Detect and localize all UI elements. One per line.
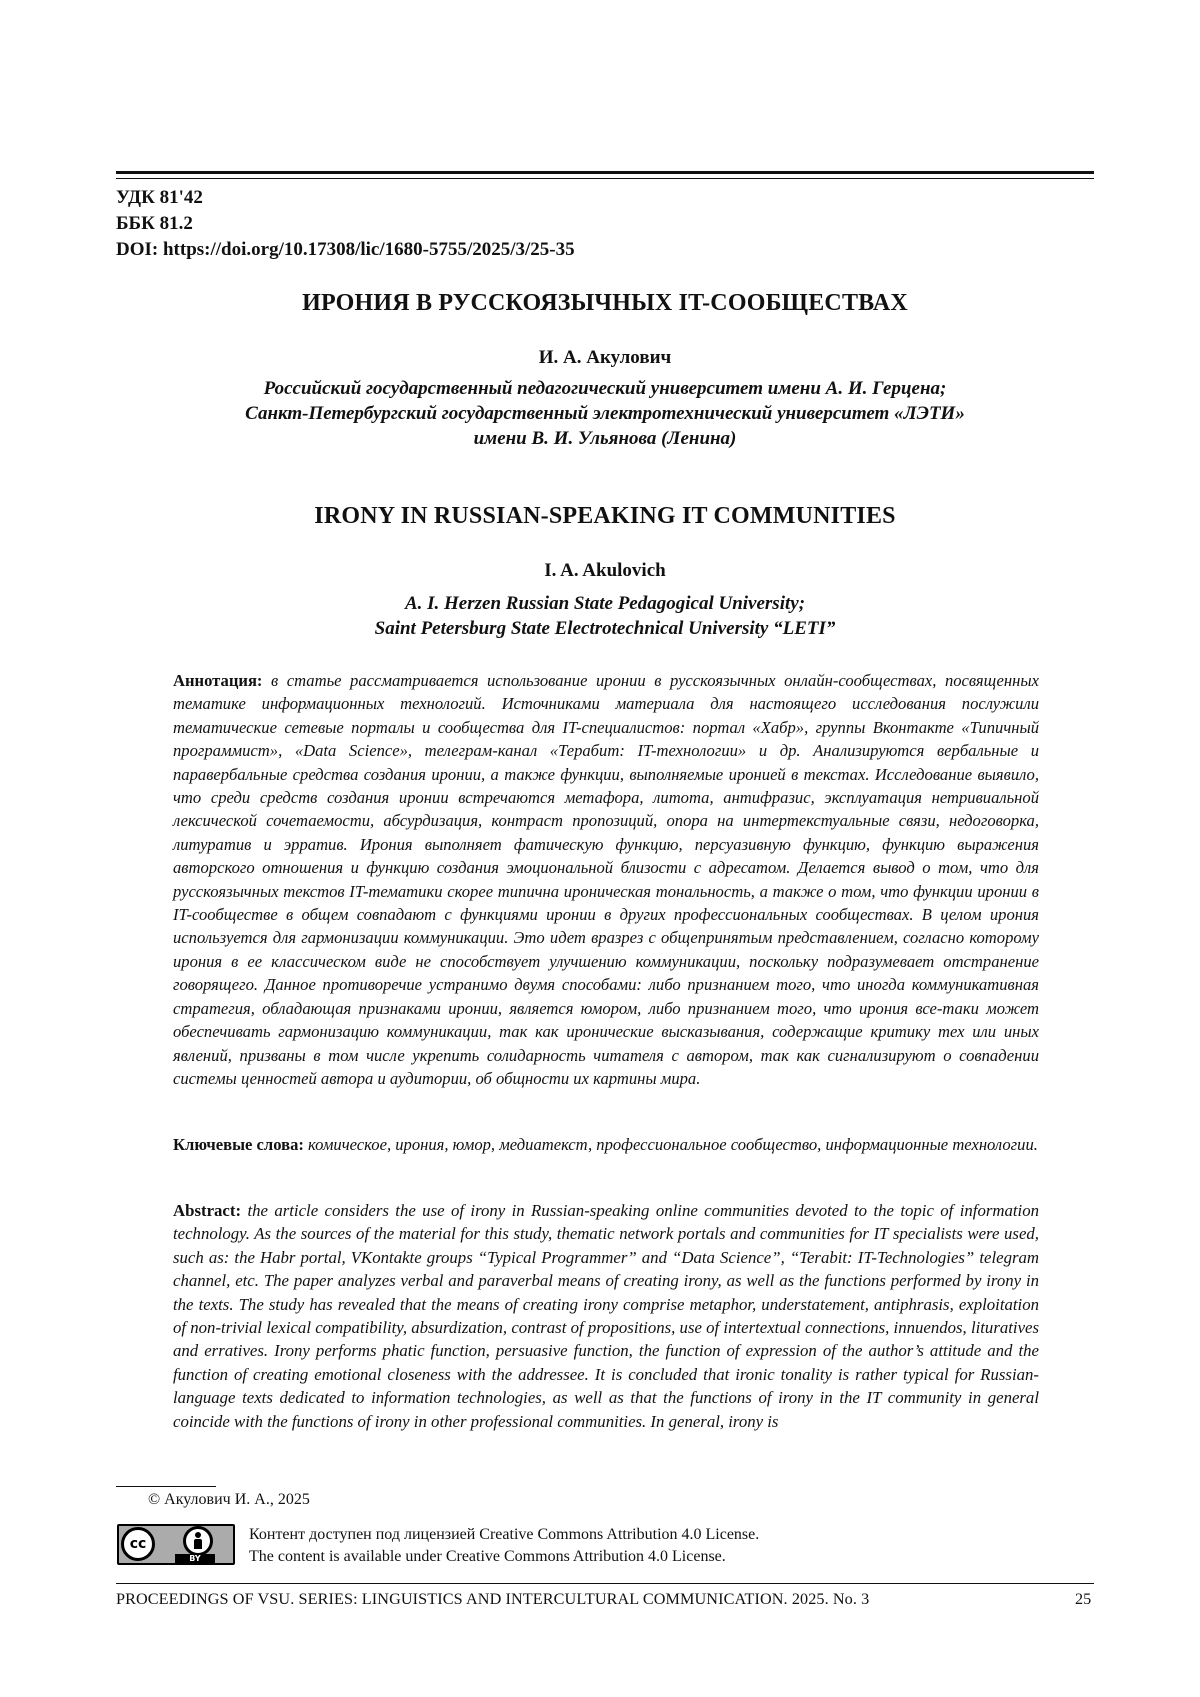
journal-running-footer: PROCEEDINGS OF VSU. SERIES: LINGUISTICS AND INTERCULTURAL COMMUNICATION. 2025. No. 3 <box>116 1590 870 1608</box>
footer-rule <box>116 1583 1094 1584</box>
affiliation-line: Saint Petersburg State Electrotechnical University “LETI” <box>374 618 836 639</box>
keywords-text: комическое, ирония, юмор, медиатекст, профессиональное сообщество, информационные технологии. <box>308 1135 1038 1154</box>
abstract-text-ru: в статье рассматривается использование иронии в русскоязычных онлайн-сообществах, посвященных тематике информационных технологий. Источниками материала для настоящего исследования послужили тематические сетевые порталы и сообщества для IT-специалистов: портал «Хабр», группы Вконтакте «Типичный программист», «Data Science», телеграм-канал «Терабит: IT-технологии» и др. Анализируются вербальные и паравербальные средства создания иронии, а также функции, выполняемые иронией в текстах. Исследование выявило, что среди средств создания иронии встречаются метафора, литота, антифразис, эксплуатация нетривиальной лексической сочетаемости, абсурдизация, контраст пропозиций, опора на интертекстуальные связи, недоговорка, литуратив и эрратив. Ирония выполняет фатическую функцию, персуазивную функцию, функцию выражения авторского отношения и функцию создания эмоциональной близости с адресатом. Делается вывод о том, что для русскоязычных текстов IT-тематики скорее типична ироническая тональность, а также о том, что функции иронии в IT-сообществе в общем совпадают с функциями иронии в других профессиональных сообществах. В целом ирония используется для гармонизации коммуникации. Это идет вразрез с общепринятым представлением, согласно которому ирония в ее классическом виде не способствует улучшению коммуникации, поскольку подразумевает отстранение говорящего. Данное противоречие устранимо двумя способами: либо признанием того, что иногда коммуникативная стратегия, обладающая признаками иронии, является юмором, либо признанием того, что ирония все-таки может обеспечивать гармонизацию коммуникации, так как иронические высказывания, содержащие критику тех или иных явлений, призваны в том числе укрепить солидарность читателя с автором, так как сигнализируют о совпадении системы ценностей автора и аудитории, об общности их картины мира. <box>173 671 1039 1088</box>
copyright-note: © Акулович И. А., 2025 <box>148 1491 310 1508</box>
abstract-label-ru: Аннотация: <box>173 671 263 690</box>
attribution-person-icon <box>183 1526 213 1556</box>
abstract-ru <box>173 669 1039 1090</box>
affiliation-en <box>116 591 1094 641</box>
classification-block <box>116 185 575 263</box>
doi-link[interactable]: DOI: https://doi.org/10.17308/lic/1680-5755/2025/3/25-35 <box>116 239 575 260</box>
person-body <box>194 1539 202 1549</box>
udk-code: УДК 81'42 <box>116 187 203 208</box>
license-ru: Контент доступен под лицензией Creative Commons Attribution 4.0 License. <box>249 1526 760 1543</box>
abstract-label-en: Abstract: <box>173 1201 242 1220</box>
author-en: I. A. Akulovich <box>544 560 666 581</box>
page-number: 25 <box>1075 1590 1092 1608</box>
cc-icon: cc <box>121 1527 155 1561</box>
license-en: The content is available under Creative Commons Attribution 4.0 License. <box>249 1548 726 1565</box>
by-label: BY <box>175 1554 215 1563</box>
footnote-rule <box>116 1486 216 1487</box>
title-en: IRONY IN RUSSIAN-SPEAKING IT COMMUNITIES <box>314 503 896 529</box>
abstract-text-en: the article considers the use of irony in Russian-speaking online communities devoted to the topic of information technology. As the sources of the material for this study, thematic network portals and communities for IT specialists were used, such as: the Habr portal, VKontakte groups “Typical Programmer” and “Data Science”, “Terabit: IT-Technologies” telegram channel, etc. The paper analyzes verbal and paraverbal means of creating irony, as well as the functions performed by irony in the texts. The study has revealed that the means of creating irony comprise metaphor, understatement, antiphrasis, exploitation of non-trivial lexical compatibility, absurdization, contrast of propositions, use of intertextual connections, innuendos, lituratives and erratives. Irony performs phatic function, persuasive function, the function of expression of the author’s attitude and the function of creating emotional closeness with the addressee. It is concluded that ironic tonality is rather typical for Russian-language texts dedicated to information technologies, as well as that the functions of irony in the IT community in general coincide with the functions of irony in other professional communities. In general, irony is <box>173 1201 1039 1431</box>
keywords-ru <box>173 1133 1039 1156</box>
author-ru: И. А. Акулович <box>538 347 672 368</box>
affiliation-line: имени В. И. Ульянова (Ленина) <box>473 428 737 449</box>
license-text <box>249 1524 759 1568</box>
person-head <box>195 1532 201 1538</box>
cc-by-license-badge[interactable] <box>117 1524 235 1565</box>
affiliation-line: Санкт-Петербургский государственный электротехнический университет «ЛЭТИ» <box>245 403 965 424</box>
affiliation-line: Российский государственный педагогический университет имени А. И. Герцена; <box>263 378 947 399</box>
title-ru: ИРОНИЯ В РУССКОЯЗЫЧНЫХ IT-СООБЩЕСТВАХ <box>302 290 908 316</box>
header-rule-thick <box>116 171 1094 174</box>
header-rule-thin <box>116 178 1094 179</box>
affiliation-ru <box>116 376 1094 451</box>
affiliation-line: A. I. Herzen Russian State Pedagogical University; <box>404 593 806 614</box>
abstract-en <box>173 1199 1039 1433</box>
keywords-label: Ключевые слова: <box>173 1135 304 1154</box>
bbk-code: ББК 81.2 <box>116 213 193 234</box>
